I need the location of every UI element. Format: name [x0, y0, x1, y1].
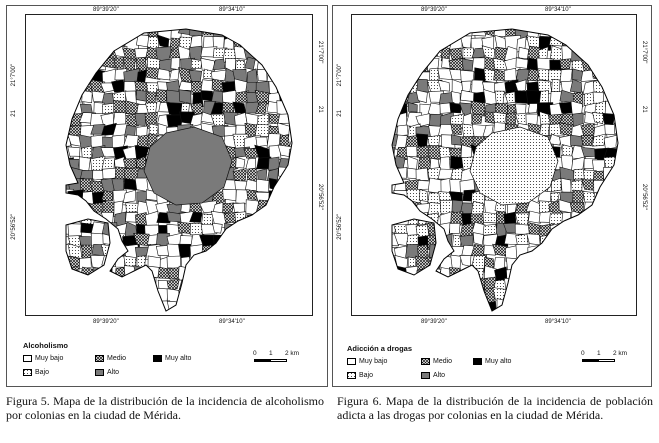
legend-item-bajo: Bajo — [347, 372, 373, 379]
lat-label-top-right: 21°7'00" — [641, 41, 647, 64]
swatch-gray-icon — [421, 372, 430, 379]
lon-label-left-bottom: 89°39'20" — [421, 319, 447, 325]
drug-addiction-map-canvas — [352, 15, 637, 316]
lon-label-right-top: 89°34'10" — [219, 7, 245, 13]
legend-item-alto: Alto — [95, 369, 119, 376]
scale-bar: 0 1 2 km — [579, 350, 639, 364]
legend-title: Alcoholismo — [23, 341, 69, 350]
swatch-cross-icon — [421, 358, 430, 365]
lat-label-bottom-left: 20°56'52" — [11, 214, 17, 240]
swatch-black-icon — [153, 355, 162, 362]
legend-item-bajo: Bajo — [23, 369, 49, 376]
lat-label-bottom-right: 20°56'52" — [317, 184, 323, 210]
swatch-cross-icon — [95, 355, 104, 362]
figure-6-caption: Figura 6. Mapa de la distribución de la incidencia de población adicta a las drogas por colonias en la ciudad de Mérida. — [337, 394, 653, 422]
legend-item-muy-alto: Muy alto — [473, 358, 511, 365]
lat-label-mid-right: 21 — [317, 106, 323, 113]
swatch-white-icon — [347, 358, 356, 365]
lon-label-right-bottom: 89°34'10" — [545, 319, 571, 325]
lat-label-bottom-right: 20°56'52" — [641, 184, 647, 210]
swatch-dots-icon — [347, 372, 356, 379]
lon-label-right-top: 89°34'10" — [545, 7, 571, 13]
lat-label-top-left: 21°7'00" — [11, 64, 17, 87]
alcoholism-map-canvas — [26, 15, 313, 316]
drug-addiction-map — [351, 14, 637, 316]
legend-item-medio: Medio — [95, 355, 126, 362]
alcoholism-map — [25, 14, 313, 316]
figure-6-panel — [332, 5, 652, 387]
lon-label-left-bottom: 89°39'20" — [93, 319, 119, 325]
legend-item-muy-alto: Muy alto — [153, 355, 191, 362]
lon-label-left-top: 89°39'20" — [421, 7, 447, 13]
swatch-white-icon — [23, 355, 32, 362]
lat-label-mid-left: 21 — [11, 110, 17, 117]
legend-title: Adicción a drogas — [347, 344, 413, 353]
swatch-dots-icon — [23, 369, 32, 376]
lat-label-mid-left: 21 — [337, 110, 343, 117]
lon-label-right-bottom: 89°34'10" — [219, 319, 245, 325]
lat-label-mid-right: 21 — [641, 106, 647, 113]
lat-label-top-left: 21°7'00" — [337, 64, 343, 87]
legend-item-medio: Medio — [421, 358, 452, 365]
swatch-black-icon — [473, 358, 482, 365]
swatch-gray-icon — [95, 369, 104, 376]
lat-label-bottom-left: 20°56'52" — [337, 214, 343, 240]
legend-item-muy-bajo: Muy bajo — [347, 358, 387, 365]
lat-label-top-right: 21°7'00" — [317, 41, 323, 64]
legend-item-alto: Alto — [421, 372, 445, 379]
figure-5-panel — [6, 5, 328, 387]
figure-5-caption: Figura 5. Mapa de la distribución de la incidencia de alcoholismo por colonias en la ciudad de Mérida. — [6, 394, 324, 422]
lon-label-left-top: 89°39'20" — [93, 7, 119, 13]
scale-bar: 0 1 2 km — [251, 350, 311, 364]
legend-item-muy-bajo: Muy bajo — [23, 355, 63, 362]
